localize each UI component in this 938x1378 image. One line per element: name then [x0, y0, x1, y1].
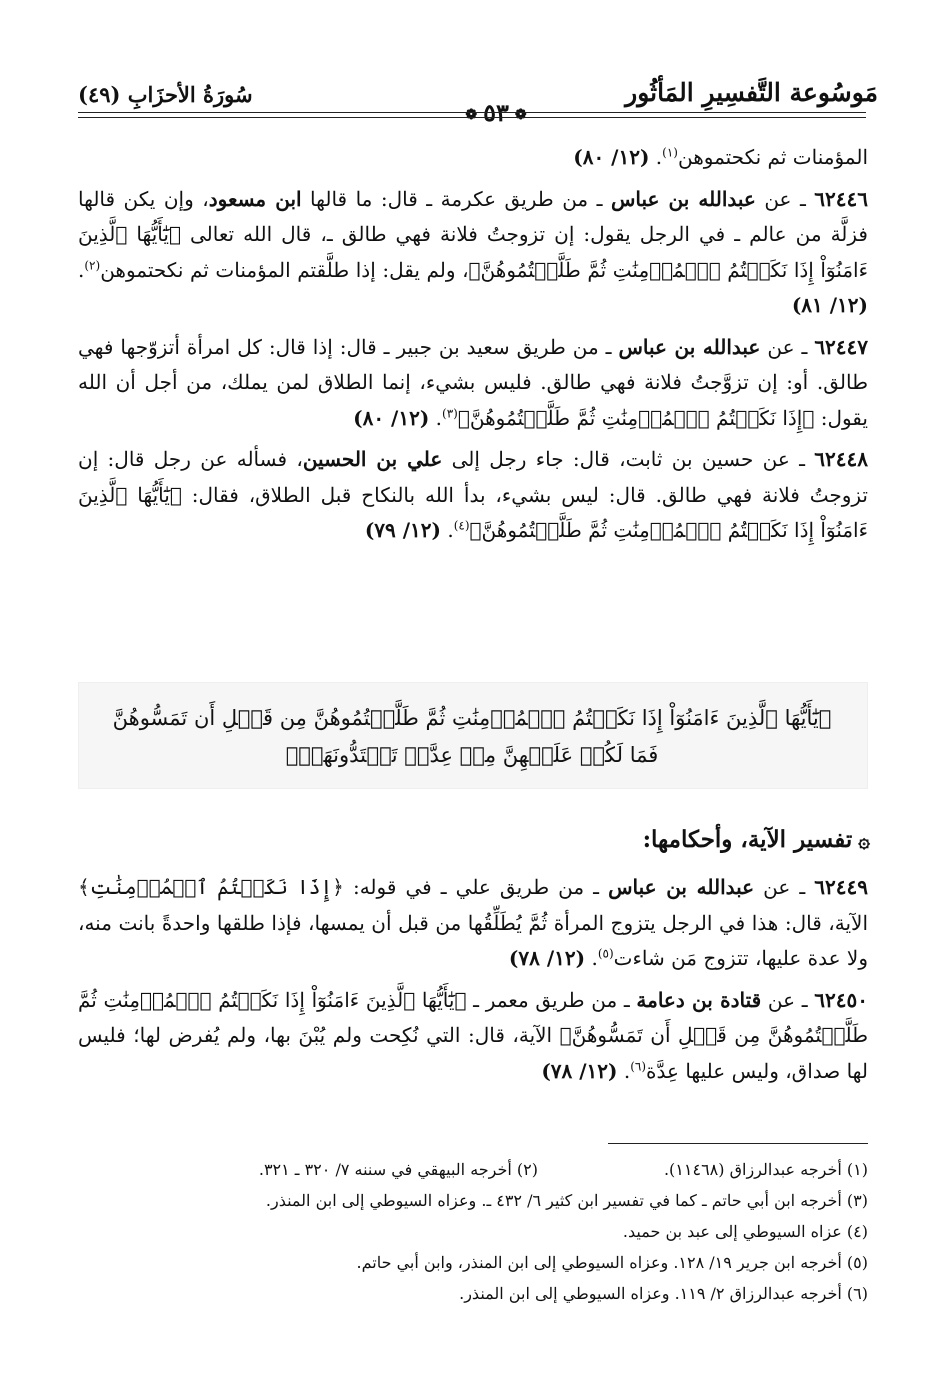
hadith-6446: ٦٢٤٤٦ ـ عن عبدالله بن عباس ـ من طريق عكرمة ـ قال: ما قالها ابن مسعود، وإن يكن قالها فزلَّة من عالم ـ في الرجل يقول: إن تزوجتُ فلانة فهي طالق ـ، قال الله تعالى ﴿يَٰٓأَيُّهَا ٱلَّذِينَ ءَامَنُوٓاْ إِذَا نَكَحۡتُمُ ٱلۡمُؤۡمِنَٰتِ ثُمَّ طَلَّقۡتُمُوهُنَّ﴾، ولم يقل: إذا طلَّقتم المؤمنات ثم نكحتموهن$^{(٢)}$. (١٢/ ٨١) — [78, 186, 869, 317]
text: ـ عن — [754, 875, 815, 899]
text: ـ من طريق عكرمة ـ قال: ما قالها — [301, 186, 611, 211]
text: ـ من طريق سعيد بن جبير ـ قال: إذا قال: كل — [237, 334, 619, 359]
text: ـ من طريق علي ـ في قوله: — [343, 875, 609, 899]
header-rule — [78, 112, 866, 113]
footnote-4: (٤) عزاه السيوطي إلى عبد بن حميد. — [622, 1222, 868, 1241]
intro-line: المؤمنات ثم نكحتموهن$^{(١)}$. (١٢/ ٨٠) — [573, 145, 868, 169]
text: يكن قالها فزلَّة من عالم ـ في الرجل يقول: إن تزوجتُ فلانة فهي طالق ـ، قال الله — [78, 186, 868, 246]
narrator-name: قتادة بن دعامة — [636, 987, 762, 1012]
footnote-mark: (٤) — [453, 518, 470, 533]
section-heading — [643, 826, 870, 853]
footnote-mark: (٦) — [630, 1058, 647, 1073]
quran-quote: ﴿يَٰٓأَيُّهَا ٱلَّذِينَ ءَامَنُوٓاْ إِذَا نَكَحۡتُمُ ٱلۡمُؤۡمِنَٰتِ ثُمَّ طَلَّقۡتُمُوهُنَّ﴾ — [78, 222, 869, 282]
text: المؤمنات ثم نكحتموهن — [677, 145, 868, 169]
text: الآية، قال: التي نُكِحت ولم يُبْنَ بها، — [263, 1023, 560, 1047]
footnote-6: (٦) أخرجه عبدالرزاق ٢/ ١١٩. وعزاه السيوطي إلى ابن المنذر. — [459, 1284, 868, 1303]
footnote-mark: (١) — [662, 145, 678, 160]
text: واحدةً بانت منه، ولا عدة عليها، تتزوج مَن شاءت — [78, 910, 868, 970]
text: ـ عن — [761, 987, 815, 1012]
volume-ref: (١٢/ ٨٠) — [573, 145, 650, 169]
book-title: مَوسُوعة التَّفسِيرِ المَأثُور — [625, 78, 878, 107]
heading-text: تفسير الآية، وأحكامها: — [642, 826, 853, 853]
quran-quote: ٱلۡمُؤۡمِنَٰتِ ثُمَّ طَلَّقۡتُمُوهُنَّ مِن قَبۡلِ أَن تَمَسُّوهُنَّ﴾ — [78, 987, 868, 1047]
star-icon: ۞ — [858, 828, 870, 852]
footnote-row — [78, 1154, 868, 1185]
surah-title: سُورَةُ الأحزَابِ (٤٩) — [78, 82, 253, 107]
quran-quote: ﴿يَٰٓأَيُّهَا ٱلَّذِينَ ءَامَنُوٓاْ إِذَا نَكَحۡتُمُ — [218, 987, 467, 1012]
text: ولم يُفرض لها؛ فليس لها صداق، وليس عليها عِدَّة — [78, 1023, 868, 1083]
ayah-text — [100, 700, 844, 774]
footnote-mark: (٣) — [442, 405, 458, 420]
volume-ref: (١٢/ ٧٨) — [541, 1058, 618, 1083]
footnote-3: (٣) أخرجه ابن أبي حاتم ـ كما في تفسير ابن كثير ٦/ ٤٣٢ ـ. وعزاه السيوطي إلى ابن المنذر. — [265, 1191, 868, 1210]
footnote-mark: (٥) — [597, 946, 614, 961]
footnotes — [78, 1154, 868, 1309]
text: الآية، قال: هذا في الرجل يتزوج المرأة ثُمَّ يُطَلِّقُها من قبل أن يمسها، فإذا طلقها — [216, 910, 868, 935]
footnote-1: (١) أخرجه عبدالرزاق (١١٤٦٨). — [663, 1160, 868, 1179]
text: امرأة أتزوّجها فهي طالق. أو: إن تزوَّجتُ فلانة فهي طالق. فليس بشيء، — [78, 334, 868, 394]
ayah-line: فَمَا لَكُمۡ عَلَيۡهِنَّ مِنۡ عِدَّةٖ تَعۡتَدُّونَهَاۖ﴾ — [285, 743, 659, 767]
text: الطلاق، فقال: — [181, 482, 311, 507]
quran-quote: ﴿إِذَا نَكَحۡتُمُ ٱلۡمُؤۡمِنَٰتِ﴾ — [78, 875, 344, 899]
text: ـ عن حسين بن ثابت، قال: جاء رجل إلى — [442, 447, 815, 471]
page-number-text: ٥٣ — [483, 98, 509, 127]
narrator-name: علي بن الحسين — [302, 447, 443, 471]
hadith-number: ٦٢٤٤٩ — [814, 875, 869, 899]
main-text — [78, 140, 868, 549]
hadith-number: ٦٢٤٥٠ — [814, 987, 869, 1012]
ornament-icon: ❁ — [514, 106, 527, 123]
text: ، فسأله عن — [200, 447, 303, 471]
footnote-5: (٥) أخرجه ابن جرير ١٩/ ١٢٨. وعزاه السيوطي إلى ابن المنذر، وابن أبي حاتم. — [356, 1253, 868, 1272]
volume-ref: (١٢/ ٨١) — [791, 293, 868, 317]
text: ، ولم يقل: إذا طلَّقتم — [297, 257, 469, 282]
hadith-number: ٦٢٤٤٨ — [814, 447, 868, 471]
volume-ref: (١٢/ ٨٠) — [353, 405, 430, 430]
header-rule — [78, 117, 866, 118]
text: ، وإن — [163, 186, 209, 211]
hadith-6450: ٦٢٤٥٠ ـ عن قتادة بن دعامة ـ من طريق معمر ـ ﴿يَٰٓأَيُّهَا ٱلَّذِينَ ءَامَنُوٓاْ إِذَا نَكَحۡتُمُ ٱلۡمُؤۡمِنَٰتِ ثُمَّ طَلَّقۡتُمُوهُنَّ مِن قَبۡلِ أَن تَمَسُّوهُنَّ﴾ الآية، قال: التي نُكِحت ولم يُبْنَ بها، ولم يُفرض لها؛ فليس لها صداق، وليس عليها عِدَّة$^{(٦)}$. (١٢/ ٧٨) — [78, 987, 869, 1083]
narrator-name: عبدالله بن عباس — [610, 186, 756, 211]
narrator-name: عبدالله بن عباس — [608, 875, 755, 899]
text: ـ عن — [760, 334, 815, 359]
hadith-number: ٦٢٤٤٧ — [814, 334, 869, 359]
ornament-icon: ❁ — [465, 106, 478, 123]
narrator-name: ابن مسعود — [208, 186, 302, 211]
text: إنما الطلاق لمن يملك، من أجل أن الله يقول: — [78, 370, 868, 430]
text: ـ عن — [755, 186, 815, 211]
footnote-2: (٢) أخرجه البيهقي في سننه ٧/ ٣٢٠ ـ ٣٢١. — [258, 1160, 538, 1179]
quran-quote: طَلَّقۡتُمُوهُنَّ﴾ — [457, 405, 571, 430]
hadith-6449: ٦٢٤٤٩ ـ عن عبدالله بن عباس ـ من طريق علي ـ في قوله: ﴿إِذَا نَكَحۡتُمُ ٱلۡمُؤۡمِنَٰتِ﴾ الآية، قال: هذا في الرجل يتزوج المرأة ثُمَّ يُطَلِّقُها من قبل أن يمسها، فإذا طلقها واحدةً بانت منه، ولا عدة عليها، تتزوج مَن شاءت$^{(٥)}$. (١٢/ ٧٨) — [78, 875, 869, 970]
ayah-line: ﴿يَٰٓأَيُّهَا ٱلَّذِينَ ءَامَنُوٓاْ إِذَا نَكَحۡتُمُ ٱلۡمُؤۡمِنَٰتِ ثُمَّ طَلَّقۡتُمُوهُنَّ مِن قَبۡلِ أَن تَمَسُّوهُنَّ — [112, 706, 832, 730]
quran-quote: ﴿يَٰٓأَيُّهَا ٱلَّذِينَ ءَامَنُوٓاْ إِذَا نَكَحۡتُمُ ٱلۡمُؤۡمِنَٰتِ ثُمَّ طَلَّقۡتُمُوهُنَّ﴾ — [78, 482, 868, 542]
quran-quote: ﴿إِذَا نَكَحۡتُمُ ٱلۡمُؤۡمِنَٰتِ ثُمَّ — [576, 405, 815, 430]
commentary-text — [78, 870, 868, 1089]
text: ـ من طريق معمر ـ — [466, 987, 637, 1012]
text: تعالى — [180, 222, 235, 246]
footnote-mark: (٢) — [84, 257, 101, 272]
footnote-rule — [608, 1143, 868, 1144]
hadith-6447: ٦٢٤٤٧ ـ عن عبدالله بن عباس ـ من طريق سعيد بن جبير ـ قال: إذا قال: كل امرأة أتزوّجها فهي طالق. أو: إن تزوَّجتُ فلانة فهي طالق. فليس بشيء، إنما الطلاق لمن يملك، من أجل أن الله يقول: ﴿إِذَا نَكَحۡتُمُ ٱلۡمُؤۡمِنَٰتِ ثُمَّ طَلَّقۡتُمُوهُنَّ﴾$^{(٣)}$. (١٢/ ٨٠) — [78, 334, 869, 430]
text: المؤمنات ثم نكحتموهن — [100, 257, 291, 282]
narrator-name: عبدالله بن عباس — [618, 334, 761, 359]
text: رجل قال: إن تزوجتُ فلانة فهي طالق. قال: ليس بشيء، بدأ الله بالنكاح قبل — [78, 447, 869, 507]
hadith-number: ٦٢٤٤٦ — [814, 186, 869, 211]
hadith-6448: ٦٢٤٤٨ ـ عن حسين بن ثابت، قال: جاء رجل إلى علي بن الحسين، فسأله عن رجل قال: إن تزوجتُ فلانة فهي طالق. قال: ليس بشيء، بدأ الله بالنكاح قبل الطلاق، فقال: ﴿يَٰٓأَيُّهَا ٱلَّذِينَ ءَامَنُوٓاْ إِذَا نَكَحۡتُمُ ٱلۡمُؤۡمِنَٰتِ ثُمَّ طَلَّقۡتُمُوهُنَّ﴾$^{(٤)}$. (١٢/ ٧٩) — [78, 447, 869, 542]
volume-ref: (١٢/ ٧٨) — [508, 946, 586, 970]
volume-ref: (١٢/ ٧٩) — [364, 518, 441, 542]
